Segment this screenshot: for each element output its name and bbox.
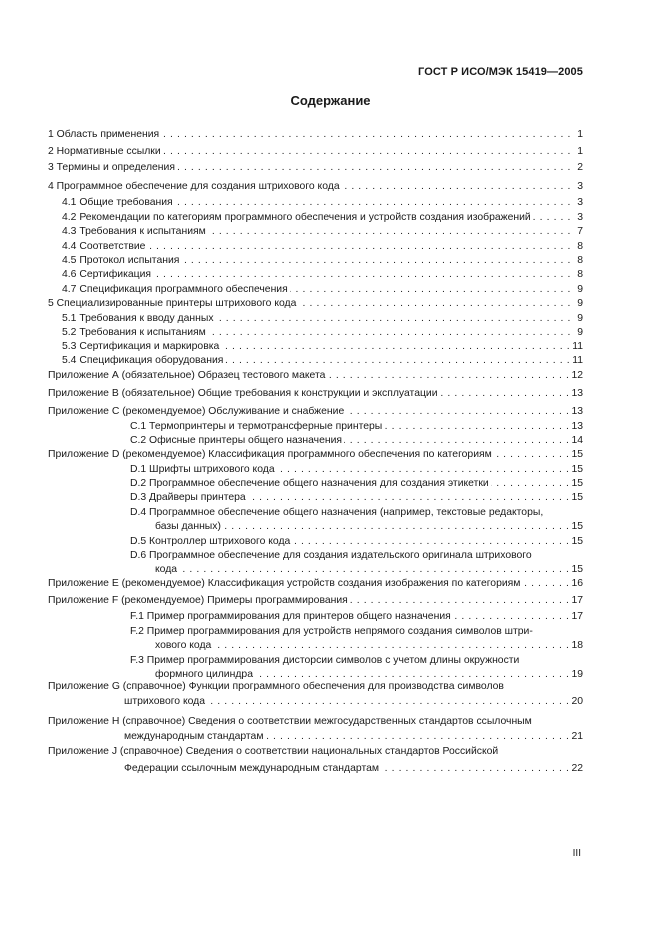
toc-entry[interactable] — [62, 340, 583, 354]
dot-leader — [208, 326, 571, 340]
toc-entry-label: С.1 Термопринтеры и термотрансферные принтеры — [130, 421, 383, 432]
toc-entry-label-continuation: кода — [155, 564, 178, 575]
toc-entry-label: D.1 Шрифты штрихового кода — [130, 464, 275, 475]
toc-page-number: 15 — [571, 478, 583, 489]
toc-entry[interactable] — [124, 762, 583, 776]
toc-page-number: 3 — [577, 212, 583, 223]
toc-entry[interactable] — [124, 730, 583, 744]
toc-entry[interactable] — [48, 128, 583, 142]
toc-page-number: 21 — [571, 731, 583, 742]
dot-leader — [533, 211, 571, 225]
toc-entry[interactable] — [130, 477, 583, 491]
toc-page-number: 15 — [571, 564, 583, 575]
toc-entry-label: 4.2 Рекомендации по категориям программного обеспечения и устройств создания изображений — [62, 212, 531, 223]
toc-page-number: 9 — [577, 298, 583, 309]
toc-page-number: 1 — [577, 146, 583, 157]
dot-leader — [216, 312, 571, 326]
toc-entry[interactable] — [124, 695, 583, 709]
toc-page-number: 17 — [571, 611, 583, 622]
toc-entry-label: Приложение Н (справочное) Сведения о соответствии межгосударственных стандартов ссылочным — [48, 716, 532, 727]
toc-entry-label: 4.5 Протокол испытания — [62, 255, 180, 266]
toc-entry-label: 3 Термины и определения — [48, 162, 175, 173]
toc-entry[interactable] — [48, 387, 583, 401]
toc-page-number: 8 — [577, 269, 583, 280]
toc-entry-label-continuation: формного цилиндра — [155, 669, 253, 680]
toc-entry-label: 4.1 Общие требования — [62, 197, 173, 208]
toc-entry[interactable] — [62, 211, 583, 225]
dot-leader — [221, 340, 570, 354]
toc-entry-label: F.3 Пример программирования дисторсии символов с учетом длины окружности — [130, 655, 520, 666]
page-title: Содержание — [290, 93, 371, 108]
toc-entry-label: Приложение J (справочное) Сведения о соответствии национальных стандартов Российской — [48, 746, 499, 757]
toc-page-number: 9 — [577, 327, 583, 338]
dot-leader — [175, 196, 571, 210]
dot-leader — [440, 387, 570, 401]
toc-entry-label: Приложение В (обязательное) Общие требования к конструкции и эксплуатации — [48, 388, 438, 399]
toc-entry-label: 5.4 Спецификация оборудования — [62, 355, 224, 366]
toc-entry[interactable] — [48, 405, 583, 419]
toc-page-number: 9 — [577, 313, 583, 324]
toc-entry[interactable] — [48, 594, 583, 608]
dot-leader — [342, 180, 571, 194]
toc-entry[interactable] — [155, 520, 583, 534]
toc-page-number: 8 — [577, 241, 583, 252]
dot-leader — [147, 240, 571, 254]
toc-page-number: 22 — [571, 763, 583, 774]
toc-entry[interactable] — [48, 145, 583, 159]
toc-page-number: 3 — [577, 197, 583, 208]
toc-entry[interactable] — [62, 254, 583, 268]
toc-page-number: 8 — [577, 255, 583, 266]
dot-leader — [290, 283, 571, 297]
toc-entry-label: 4.7 Спецификация программного обеспечения — [62, 284, 288, 295]
page-number: III — [572, 848, 581, 859]
toc-page-number: 15 — [571, 536, 583, 547]
toc-entry[interactable] — [130, 434, 583, 448]
toc-page-number: 1 — [577, 129, 583, 140]
toc-page-number: 11 — [572, 355, 583, 366]
toc-page-number: 13 — [571, 406, 583, 417]
dot-leader — [298, 297, 571, 311]
dot-leader — [277, 463, 570, 477]
toc-entry[interactable] — [62, 326, 583, 340]
toc-entry-label: Приложение F (рекомендуемое) Примеры программирования — [48, 595, 348, 606]
document-header: ГОСТ Р ИСО/МЭК 15419—2005 — [418, 66, 583, 78]
toc-entry[interactable] — [62, 268, 583, 282]
toc-entry[interactable] — [62, 196, 583, 210]
toc-entry-label: 5.2 Требования к испытаниям — [62, 327, 206, 338]
toc-entry-label: F.2 Пример программирования для устройств непрямого создания символов штри- — [130, 626, 533, 637]
toc-entry-label: Приложение G (справочное) Функции программного обеспечения для производства символов — [48, 681, 504, 692]
toc-page-number: 9 — [577, 284, 583, 295]
dot-leader — [344, 434, 569, 448]
dot-leader — [381, 762, 569, 776]
toc-entry-label: 4.6 Сертификация — [62, 269, 152, 280]
toc-entry[interactable] — [48, 180, 583, 194]
toc-page-number: 15 — [571, 521, 583, 532]
toc-entry-label: Приложение С (рекомендуемое) Обслуживание и снабжение — [48, 406, 345, 417]
toc-entry[interactable] — [48, 297, 583, 311]
toc-page-number: 17 — [571, 595, 583, 606]
toc-entry-label: 4.3 Требования к испытаниям — [62, 226, 206, 237]
toc-entry[interactable] — [130, 463, 583, 477]
toc-entry[interactable] — [130, 420, 583, 434]
toc-entry[interactable] — [48, 448, 583, 462]
toc-page-number: 15 — [571, 492, 583, 503]
toc-entry-label: 4 Программное обеспечение для создания штрихового кода — [48, 181, 340, 192]
toc-entry-label: С.2 Офисные принтеры общего назначения — [130, 435, 343, 446]
toc-entry-label: D.5 Контроллер штрихового кода — [130, 536, 291, 547]
toc-entry-label: D.2 Программное обеспечение общего назначения для создания этикетки — [130, 478, 489, 489]
toc-page-number: 7 — [577, 226, 583, 237]
dot-leader — [181, 254, 571, 268]
toc-entry[interactable] — [62, 240, 583, 254]
toc-entry[interactable] — [48, 369, 583, 383]
dot-leader — [248, 491, 570, 505]
dot-leader — [163, 145, 571, 159]
dot-leader — [265, 730, 569, 744]
toc-page-number: 11 — [572, 341, 583, 352]
toc-page-number: 14 — [571, 435, 583, 446]
toc-page-number: 15 — [571, 464, 583, 475]
toc-page-number: 20 — [571, 696, 583, 707]
dot-leader — [453, 610, 570, 624]
dot-leader — [223, 520, 570, 534]
dot-leader — [177, 161, 571, 175]
dot-leader — [346, 405, 569, 419]
dot-leader — [207, 695, 569, 709]
dot-leader — [494, 448, 570, 462]
toc-page-number: 2 — [577, 162, 583, 173]
toc-entry[interactable] — [48, 577, 583, 591]
dot-leader — [327, 369, 569, 383]
toc-page-number: 18 — [571, 640, 583, 651]
dot-leader — [179, 563, 569, 577]
toc-entry-label-continuation: международным стандартам — [124, 731, 264, 742]
toc-page-number: 16 — [571, 578, 583, 589]
toc-entry-label: 5.3 Сертификация и маркировка — [62, 341, 220, 352]
toc-entry-label: D.3 Драйверы принтера — [130, 492, 246, 503]
dot-leader — [522, 577, 569, 591]
toc-page-number: 13 — [571, 421, 583, 432]
toc-entry-label: Приложение D (рекомендуемое) Классификация программного обеспечения по категориям — [48, 449, 492, 460]
toc-entry[interactable] — [155, 563, 583, 577]
toc-entry-label: 5.1 Требования к вводу данных — [62, 313, 214, 324]
dot-leader — [161, 128, 571, 142]
toc-entry[interactable] — [130, 491, 583, 505]
toc-entry-label-continuation: Федерации ссылочным международным стандартам — [124, 763, 380, 774]
dot-leader — [208, 225, 571, 239]
toc-page-number: 19 — [571, 669, 583, 680]
toc-entry-label: 5 Специализированные принтеры штрихового кода — [48, 298, 297, 309]
toc-entry[interactable] — [48, 161, 583, 175]
toc-entry-label: 2 Нормативные ссылки — [48, 146, 161, 157]
toc-entry[interactable] — [62, 312, 583, 326]
toc-entry-label: Приложение А (обязательное) Образец тестового макета — [48, 370, 326, 381]
toc-entry[interactable] — [155, 639, 583, 653]
toc-entry-label-continuation: хового кода — [155, 640, 212, 651]
dot-leader — [213, 639, 569, 653]
toc-page-number: 13 — [571, 388, 583, 399]
toc-entry-label: D.6 Программное обеспечение для создания издательского оригинала штрихового — [130, 550, 532, 561]
toc-entry[interactable] — [130, 535, 583, 549]
toc-page-number: 12 — [571, 370, 583, 381]
toc-entry-label: D.4 Программное обеспечение общего назначения (например, текстовые редакторы, — [130, 507, 544, 518]
toc-entry-label: Приложение Е (рекомендуемое) Классификация устройств создания изображения по категориям — [48, 578, 521, 589]
dot-leader — [491, 477, 570, 491]
toc-entry[interactable] — [62, 225, 583, 239]
dot-leader — [384, 420, 569, 434]
toc-entry-label: 1 Область применения — [48, 129, 160, 140]
toc-entry-label: F.1 Пример программирования для принтеров общего назначения — [130, 611, 451, 622]
dot-leader — [225, 354, 570, 368]
toc-entry-label: 4.4 Соответствие — [62, 241, 146, 252]
toc-entry[interactable] — [130, 610, 583, 624]
dot-leader — [350, 594, 570, 608]
dot-leader — [292, 535, 569, 549]
toc-page-number: 15 — [571, 449, 583, 460]
toc-entry[interactable] — [62, 283, 583, 297]
dot-leader — [153, 268, 571, 282]
toc-entry-label-continuation: штрихового кода — [124, 696, 205, 707]
toc-entry[interactable] — [62, 354, 583, 368]
toc-page-number: 3 — [577, 181, 583, 192]
toc-entry-label-continuation: базы данных) — [155, 521, 221, 532]
